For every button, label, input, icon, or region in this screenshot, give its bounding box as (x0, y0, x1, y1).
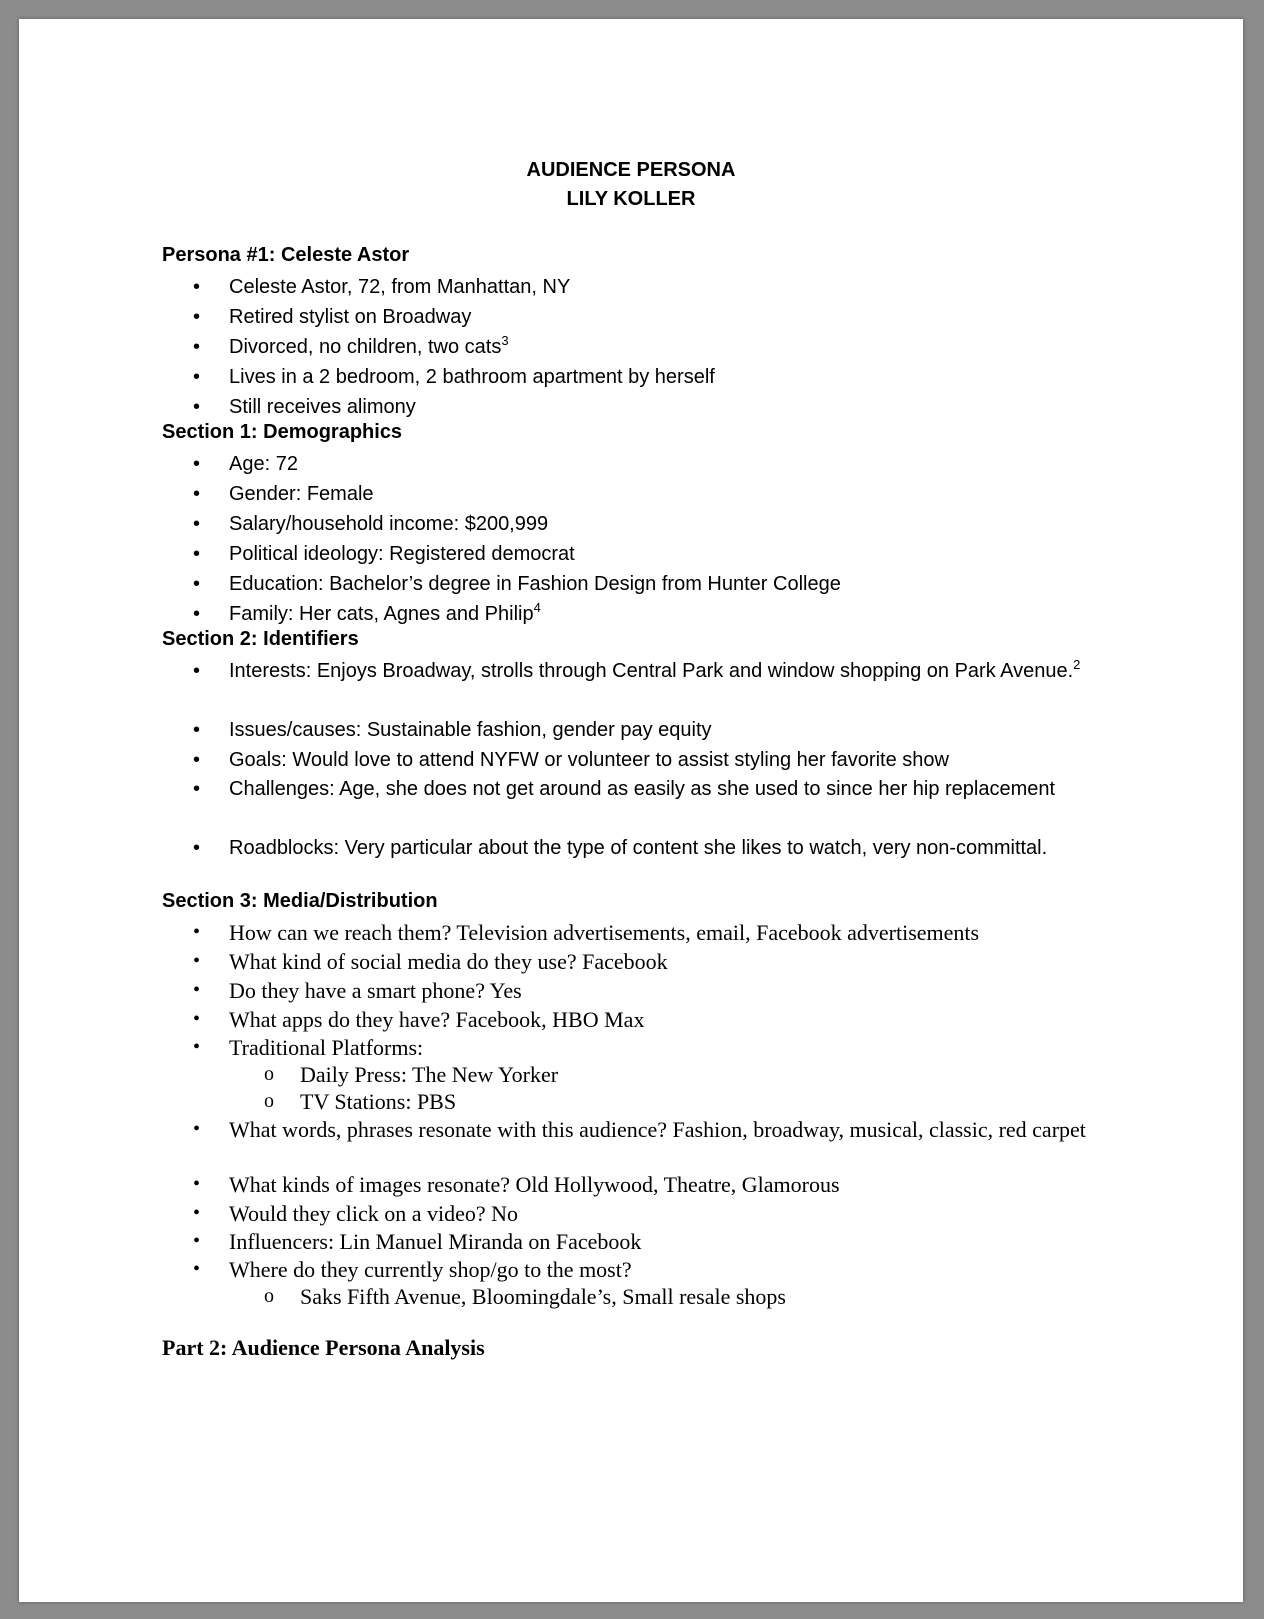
list-item: • Divorced, no children, two cats$^3$ (229, 333, 1099, 362)
sub-bullet-icon: o (264, 1090, 274, 1112)
section1-heading: Section 1: Demographics (162, 421, 403, 443)
bullet-icon: • (193, 603, 201, 625)
list-item: • What words, phrases resonate with this audience? Fashion, broadway, musical, classic, red carpet (193, 1117, 1086, 1142)
sub-list-item: o Saks Fifth Avenue, Bloomingdale’s, Small resale shops (264, 1284, 786, 1309)
bullet-icon: • (193, 396, 201, 418)
bullet-icon: • (193, 979, 201, 1001)
sub-bullet-icon: o (264, 1063, 274, 1085)
bullet-icon: • (193, 837, 201, 859)
bullet-icon: • (193, 950, 201, 972)
document-title: AUDIENCE PERSONA (526, 159, 736, 181)
list-item: • Do they have a smart phone? Yes (193, 978, 522, 1003)
bullet-icon: • (193, 453, 201, 475)
persona-heading: Persona #1: Celeste Astor (162, 244, 410, 266)
bullet-icon: • (193, 749, 201, 771)
list-item: • What kinds of images resonate? Old Hollywood, Theatre, Glamorous (193, 1172, 840, 1197)
list-item: • What apps do they have? Facebook, HBO Max (193, 1007, 645, 1032)
bullet-icon: • (193, 366, 201, 388)
sub-list-item: o TV Stations: PBS (264, 1089, 457, 1114)
bullet-icon: • (193, 1036, 201, 1058)
list-item: • Would they click on a video? No (193, 1201, 519, 1226)
list-item: • Interests: Enjoys Broadway, strolls through Central Park and window shopping on Park Avenue.$^2$ (229, 657, 1099, 686)
list-item: • How can we reach them? Television advertisements, email, Facebook advertisements (193, 920, 980, 945)
part2-heading: Part 2: Audience Persona Analysis (162, 1335, 485, 1360)
list-item: • What kind of social media do they use? Facebook (193, 949, 668, 974)
bullet-icon: • (193, 719, 201, 741)
bullet-icon: • (193, 276, 201, 298)
bullet-icon: • (193, 513, 201, 535)
list-item: • Political ideology: Registered democrat (229, 540, 1099, 569)
list-item: • Challenges: Age, she does not get around as easily as she used to since her hip replacement (229, 775, 1099, 804)
bullet-icon: • (193, 778, 201, 800)
list-item: • Roadblocks: Very particular about the type of content she likes to watch, very non-committal. (229, 834, 1099, 863)
list-item: • Gender: Female (229, 480, 1099, 509)
list-item: • Lives in a 2 bedroom, 2 bathroom apartment by herself (229, 363, 1099, 392)
list-item: • Celeste Astor, 72, from Manhattan, NY (229, 273, 1099, 302)
list-item: • Influencers: Lin Manuel Miranda on Facebook (193, 1229, 642, 1254)
bullet-icon: • (193, 1230, 201, 1252)
list-item: • Salary/household income: $200,999 (229, 510, 1099, 539)
section3-heading: Section 3: Media/Distribution (162, 890, 438, 912)
bullet-icon: • (193, 921, 201, 943)
bullet-icon: • (193, 543, 201, 565)
bullet-icon: • (193, 1118, 201, 1140)
document-page (19, 19, 1243, 1602)
bullet-icon: • (193, 1008, 201, 1030)
bullet-icon: • (193, 1173, 201, 1195)
bullet-icon: • (193, 1202, 201, 1224)
bullet-icon: • (193, 306, 201, 328)
list-item: • Still receives alimony (229, 393, 1099, 422)
sub-bullet-icon: o (264, 1285, 274, 1307)
section2-heading: Section 2: Identifiers (162, 628, 359, 650)
list-item: • Age: 72 (229, 450, 1099, 479)
document-author: LILY KOLLER (566, 188, 696, 210)
bullet-icon: • (193, 573, 201, 595)
list-item: • Goals: Would love to attend NYFW or volunteer to assist styling her favorite show (229, 746, 1099, 775)
list-item: • Issues/causes: Sustainable fashion, gender pay equity (229, 716, 1099, 745)
sub-list-item: o Daily Press: The New Yorker (264, 1062, 559, 1087)
bullet-icon: • (193, 1258, 201, 1280)
bullet-icon: • (193, 336, 201, 358)
list-item: • Where do they currently shop/go to the most? (193, 1257, 632, 1282)
list-item: • Education: Bachelor’s degree in Fashion Design from Hunter College (229, 570, 1099, 599)
list-item: • Traditional Platforms: (193, 1035, 424, 1060)
bullet-icon: • (193, 483, 201, 505)
list-item: • Family: Her cats, Agnes and Philip$^4$ (229, 600, 1099, 629)
list-item: • Retired stylist on Broadway (229, 303, 1099, 332)
bullet-icon: • (193, 660, 201, 682)
